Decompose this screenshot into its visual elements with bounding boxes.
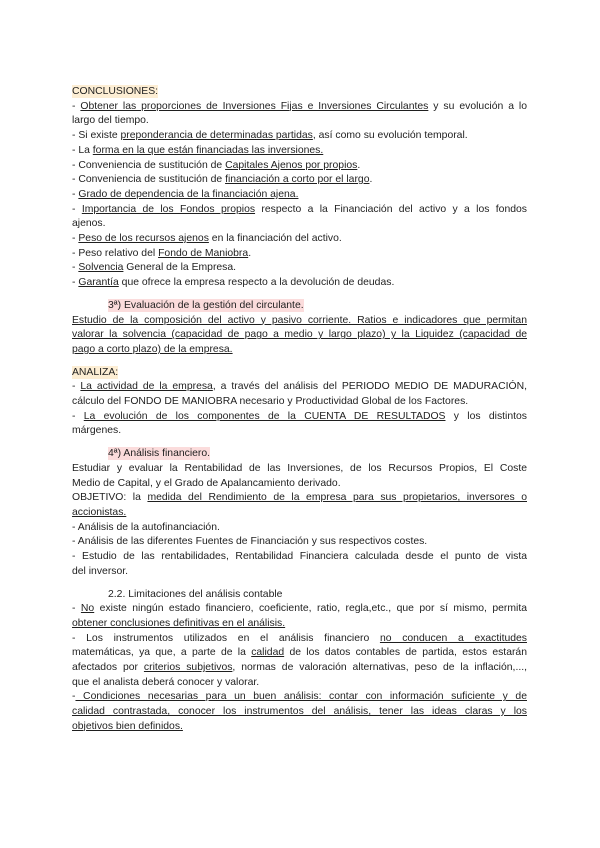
- conclusiones-item-9: - Peso relativo del Fondo de Maniobra.: [72, 247, 252, 259]
- conclusiones-item-3: - La forma en la que están financiadas las inversiones.: [72, 144, 324, 156]
- limitaciones-item-1: - No existe ningún estado financiero, coeficiente, ratio, regla,etc., que por sí mismo, permita: [72, 603, 527, 615]
- conclusiones-item-8: - Peso de los recursos ajenos en la financiación del activo.: [72, 233, 342, 245]
- limitaciones-item-2-line-2: matemáticas, ya que, a parte de la calidad de los datos contables de partida, estos estarán: [72, 647, 527, 659]
- financiero-bullet-3-cont: del inversor.: [72, 565, 129, 577]
- limitaciones-item-2-line-3: afectados por criterios subjetivos, normas de valoración alternativas, peso de la inflación,...,: [72, 662, 527, 674]
- conclusiones-item-5: - Conveniencia de sustitución de financiación a corto por el largo.: [72, 174, 373, 186]
- financiero-bullet-2: - Análisis de las diferentes Fuentes de Financiación y sus respectivos costes.: [72, 536, 428, 548]
- circulante-text-1: Estudio de la composición del activo y pasivo corriente. Ratios e indicadores que permitan: [72, 314, 527, 326]
- financiero-heading: 4ª) Análisis financiero.: [108, 448, 211, 460]
- conclusiones-item-6: - Grado de dependencia de la financiación ajena.: [72, 188, 299, 200]
- conclusiones-heading: CONCLUSIONES:: [72, 86, 159, 97]
- limitaciones-item-3-line-2: calidad contrastada, conocer los instrumentos del análisis, tener las ideas claras y los: [72, 706, 527, 718]
- conclusiones-item-2: - Si existe preponderancia de determinadas partidas, así como su evolución temporal.: [72, 130, 468, 142]
- analiza-item-1: - La actividad de la empresa, a través del análisis del PERIODO MEDIO DE MADURACIÓN,: [72, 381, 527, 393]
- limitaciones-item-1-cont: obtener conclusiones definitivas en el análisis.: [72, 617, 286, 629]
- conclusiones-item-11: - Garantía que ofrece la empresa respecto a la devolución de deudas.: [72, 277, 395, 289]
- financiero-objetivo: OBJETIVO: la medida del Rendimiento de la empresa para sus propietarios, inversores o: [72, 492, 527, 504]
- financiero-objetivo-cont: accionistas.: [72, 506, 127, 518]
- conclusiones-item-7: - Importancia de los Fondos propios respecto a la Financiación del activo y a los fondos: [72, 203, 527, 215]
- conclusiones-item-10: - Solvencia General de la Empresa.: [72, 262, 237, 274]
- limitaciones-item-3-line-3: objetivos bien definidos.: [72, 720, 183, 732]
- limitaciones-item-2-line-4: que el analista deberá conocer y valorar.: [72, 676, 260, 688]
- analiza-item-2: - La evolución de los componentes de la CUENTA DE RESULTADOS y los distintos: [72, 410, 527, 422]
- financiero-text-2: Medio de Capital, y el Grado de Apalancamiento derivado.: [72, 477, 341, 489]
- limitaciones-item-3: - Condiciones necesarias para un buen análisis: contar con información suficiente y de: [72, 691, 527, 703]
- financiero-bullet-3: - Estudio de las rentabilidades, Rentabilidad Financiera calculada desde el punto de vista: [72, 551, 527, 563]
- circulante-heading: 3ª) Evaluación de la gestión del circulante.: [108, 299, 304, 311]
- financiero-bullet-1: - Análisis de la autofinanciación.: [72, 521, 220, 533]
- circulante-text-2: valorar la solvencia (capacidad de pago a medio y largo plazo) y la Liquidez (capacidad de: [72, 329, 527, 341]
- conclusiones-item-4: - Conveniencia de sustitución de Capitales Ajenos por propios.: [72, 159, 361, 171]
- limitaciones-heading: 2.2. Limitaciones del análisis contable: [108, 588, 283, 600]
- conclusiones-item-1-cont: largo del tiempo.: [72, 115, 149, 127]
- document-body: [72, 85, 527, 735]
- financiero-text-1: Estudiar y evaluar la Rentabilidad de las Inversiones, de los Recursos Propios, El Coste: [72, 462, 527, 474]
- limitaciones-item-2: - Los instrumentos utilizados en el análisis financiero no conducen a exactitudes: [72, 632, 527, 644]
- analiza-heading: ANALIZA:: [72, 366, 119, 378]
- analiza-item-2-cont: márgenes.: [72, 425, 122, 437]
- circulante-text-3: pago a corto plazo) de la empresa.: [72, 343, 233, 355]
- analiza-item-1-cont: cálculo del FONDO DE MANIOBRA necesario y Productividad Global de los Factores.: [72, 396, 469, 408]
- conclusiones-item-1: - Obtener las proporciones de Inversiones Fijas e Inversiones Circulantes y su evolución a lo: [72, 100, 527, 112]
- conclusiones-item-7-cont: ajenos.: [72, 218, 106, 230]
